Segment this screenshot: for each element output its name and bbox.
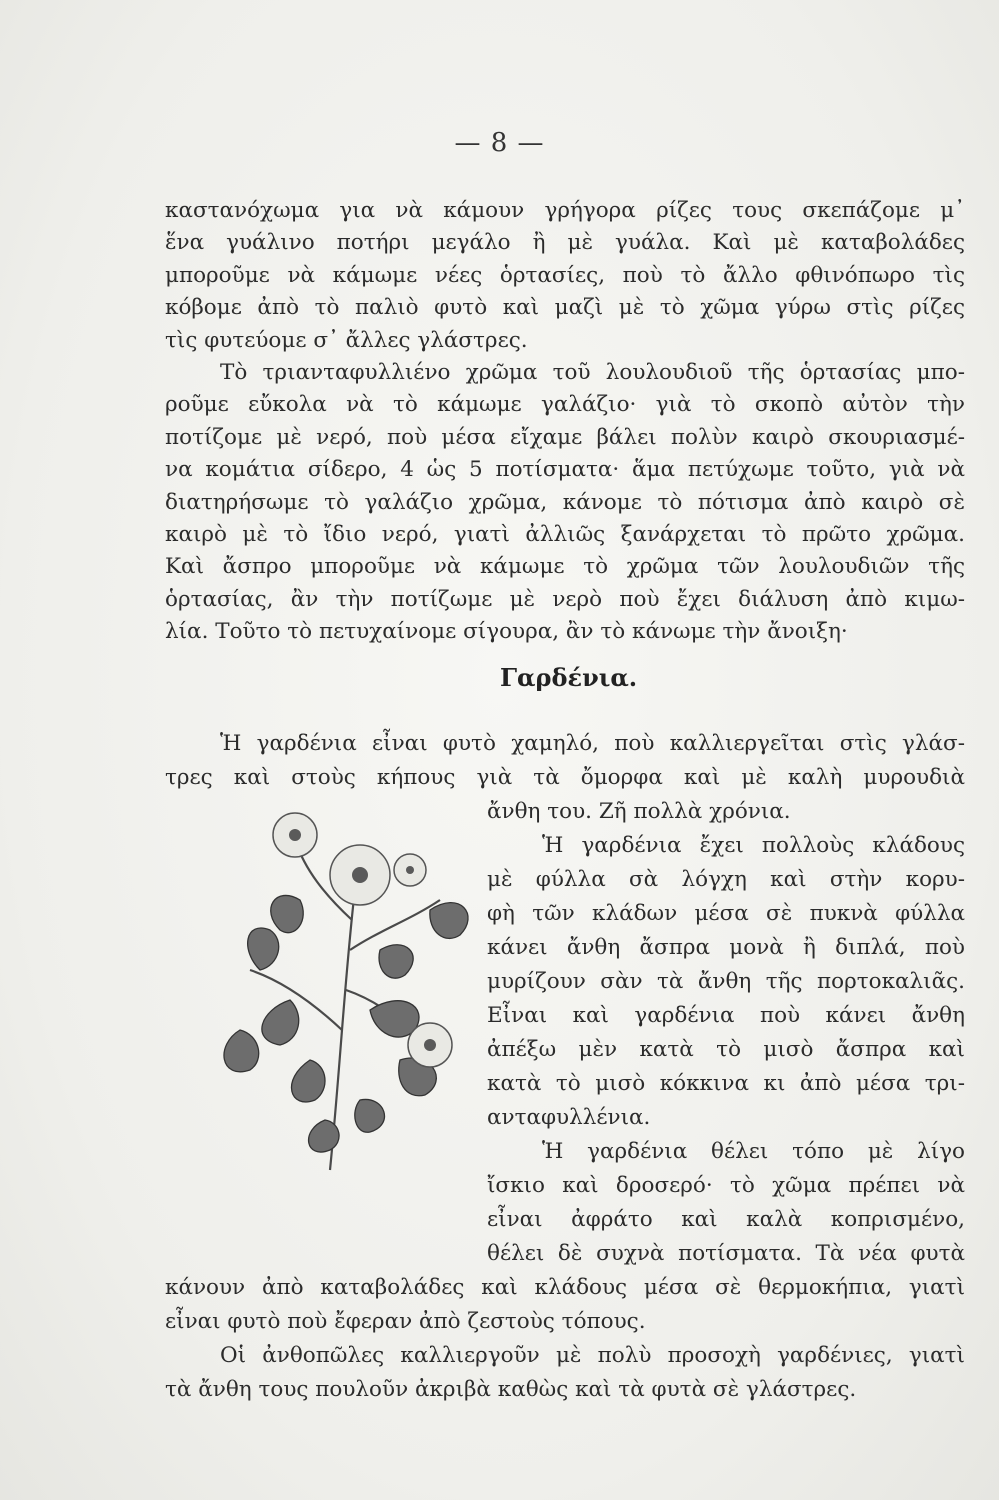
text-line: Τὸ τριανταφυλλιένο χρῶμα τοῦ λουλουδιοῦ τῆς ὁρτασίας μπο- [220, 359, 965, 385]
text-line: ποτίζομε μὲ νερό, ποὺ μέσα εἴχαμε βάλει πολὺν καιρὸ σκουριασμέ- [165, 424, 965, 450]
text-line: ἀπέξω μὲν κατὰ τὸ μισὸ ἄσπρα καὶ [487, 1037, 965, 1062]
text-line: τὰ ἄνθη τους πουλοῦν ἀκριβὰ καθὼς καὶ τὰ φυτὰ σὲ γλάστρες. [165, 1377, 857, 1402]
text-line: διατηρήσωμε τὸ γαλάζιο χρῶμα, κάνομε τὸ πότισμα ἀπὸ καιρὸ σὲ [165, 489, 965, 515]
text-line: εἶναι φυτὸ ποὺ ἔφεραν ἀπὸ ζεστοὺς τόπους. [165, 1309, 646, 1334]
text-line: Ἡ γαρδένια εἶναι φυτὸ χαμηλό, ποὺ καλλιεργεῖται στὶς γλάσ- [220, 731, 965, 756]
text-line: λία. Τοῦτο τὸ πετυχαίνομε σίγουρα, ἂν τὸ κάνωμε τὴν ἄνοιξη· [165, 619, 848, 645]
text-line: καιρὸ μὲ τὸ ἴδιο νερό, γιατὶ ἀλλιῶς ξανάρχεται τὸ πρῶτο χρῶμα. [165, 521, 965, 547]
text-line: μὲ φύλλα σὰ λόγχη καὶ στὴν κορυ- [487, 867, 965, 892]
text-line: τρες καὶ στοὺς κήπους γιὰ τὰ ὄμορφα καὶ μὲ καλὴ μυρουδιὰ [165, 765, 965, 790]
text-line: μυρίζουν σὰν τὰ ἄνθη τῆς πορτοκαλιᾶς. [487, 969, 965, 994]
text-line: καστανόχωμα για νὰ κάμουν γρήγορα ρίζες τους σκεπάζομε μ᾽ [165, 198, 965, 223]
text-line: κάνουν ἀπὸ καταβολάδες καὶ κλάδους μέσα σὲ θερμοκήπια, γιατὶ [165, 1275, 965, 1300]
gardenia-text [165, 728, 965, 1408]
text-line: Εἶναι καὶ γαρδένια ποὺ κάνει ἄνθη [487, 1003, 965, 1028]
hydrangea-text [165, 195, 965, 648]
text-line: ἕνα γυάλινο ποτήρι μεγάλο ἢ μὲ γυάλα. Καὶ μὲ καταβολάδες [165, 230, 965, 256]
text-line: κόβομε ἀπὸ τὸ παλιὸ φυτὸ καὶ μαζὶ μὲ τὸ χῶμα γύρω στὶς ρίζες [165, 295, 965, 321]
text-line: εἶναι ἀφράτο καὶ καλὰ κοπρισμένο, [487, 1207, 965, 1232]
text-line: θέλει δὲ συχνὰ ποτίσματα. Τὰ νέα φυτὰ [487, 1241, 965, 1266]
text-line: μποροῦμε νὰ κάμωμε νέες ὁρτασίες, ποὺ τὸ ἄλλο φθινόπωρο τὶς [165, 262, 965, 288]
section-heading: Γαρδένια. [500, 663, 638, 692]
text-line: ροῦμε εὔκολα νὰ τὸ κάμωμε γαλάζιο· γιὰ τὸ σκοπὸ αὐτὸν τὴν [165, 392, 965, 418]
text-line: ὁρτασίας, ἂν τὴν ποτίζωμε μὲ νερὸ ποὺ ἔχει διάλυση ἀπὸ κιμω- [165, 586, 965, 612]
text-line: Καὶ ἄσπρο μποροῦμε νὰ κάμωμε τὸ χρῶμα τῶν λουλουδιῶν τῆς [165, 554, 965, 580]
text-line: ανταφυλλένια. [487, 1105, 651, 1130]
text-line: ἴσκιο καὶ δροσερό· τὸ χῶμα πρέπει νὰ [487, 1173, 965, 1198]
wrapped-text-column [487, 796, 965, 1272]
text-line: φὴ τῶν κλάδων μέσα σὲ πυκνὰ φύλλα [487, 901, 965, 926]
text-line: κάνει ἄνθη ἄσπρα μονὰ ἢ διπλά, ποὺ [487, 935, 965, 960]
text-line: ἄνθη του. Ζῆ πολλὰ χρόνια. [487, 799, 791, 824]
text-line: κατὰ τὸ μισὸ κόκκινα κι ἀπὸ μέσα τρι- [487, 1071, 965, 1096]
text-line: Ἡ γαρδένια ἔχει πολλοὺς κλάδους [542, 833, 965, 858]
page-number: — 8 — [454, 128, 545, 158]
text-line: να κομάτια σίδερο, 4 ὡς 5 ποτίσματα· ἅμα πετύχωμε τοῦτο, γιὰ νὰ [165, 457, 965, 483]
text-line: Ἡ γαρδένια θέλει τόπο μὲ λίγο [542, 1139, 965, 1164]
text-line: Οἱ ἀνθοπῶλες καλλιεργοῦν μὲ πολὺ προσοχὴ γαρδένιες, γιατὶ [220, 1343, 965, 1368]
text-line: τὶς φυτεύομε σ᾽ ἄλλες γλάστρες. [165, 327, 528, 353]
